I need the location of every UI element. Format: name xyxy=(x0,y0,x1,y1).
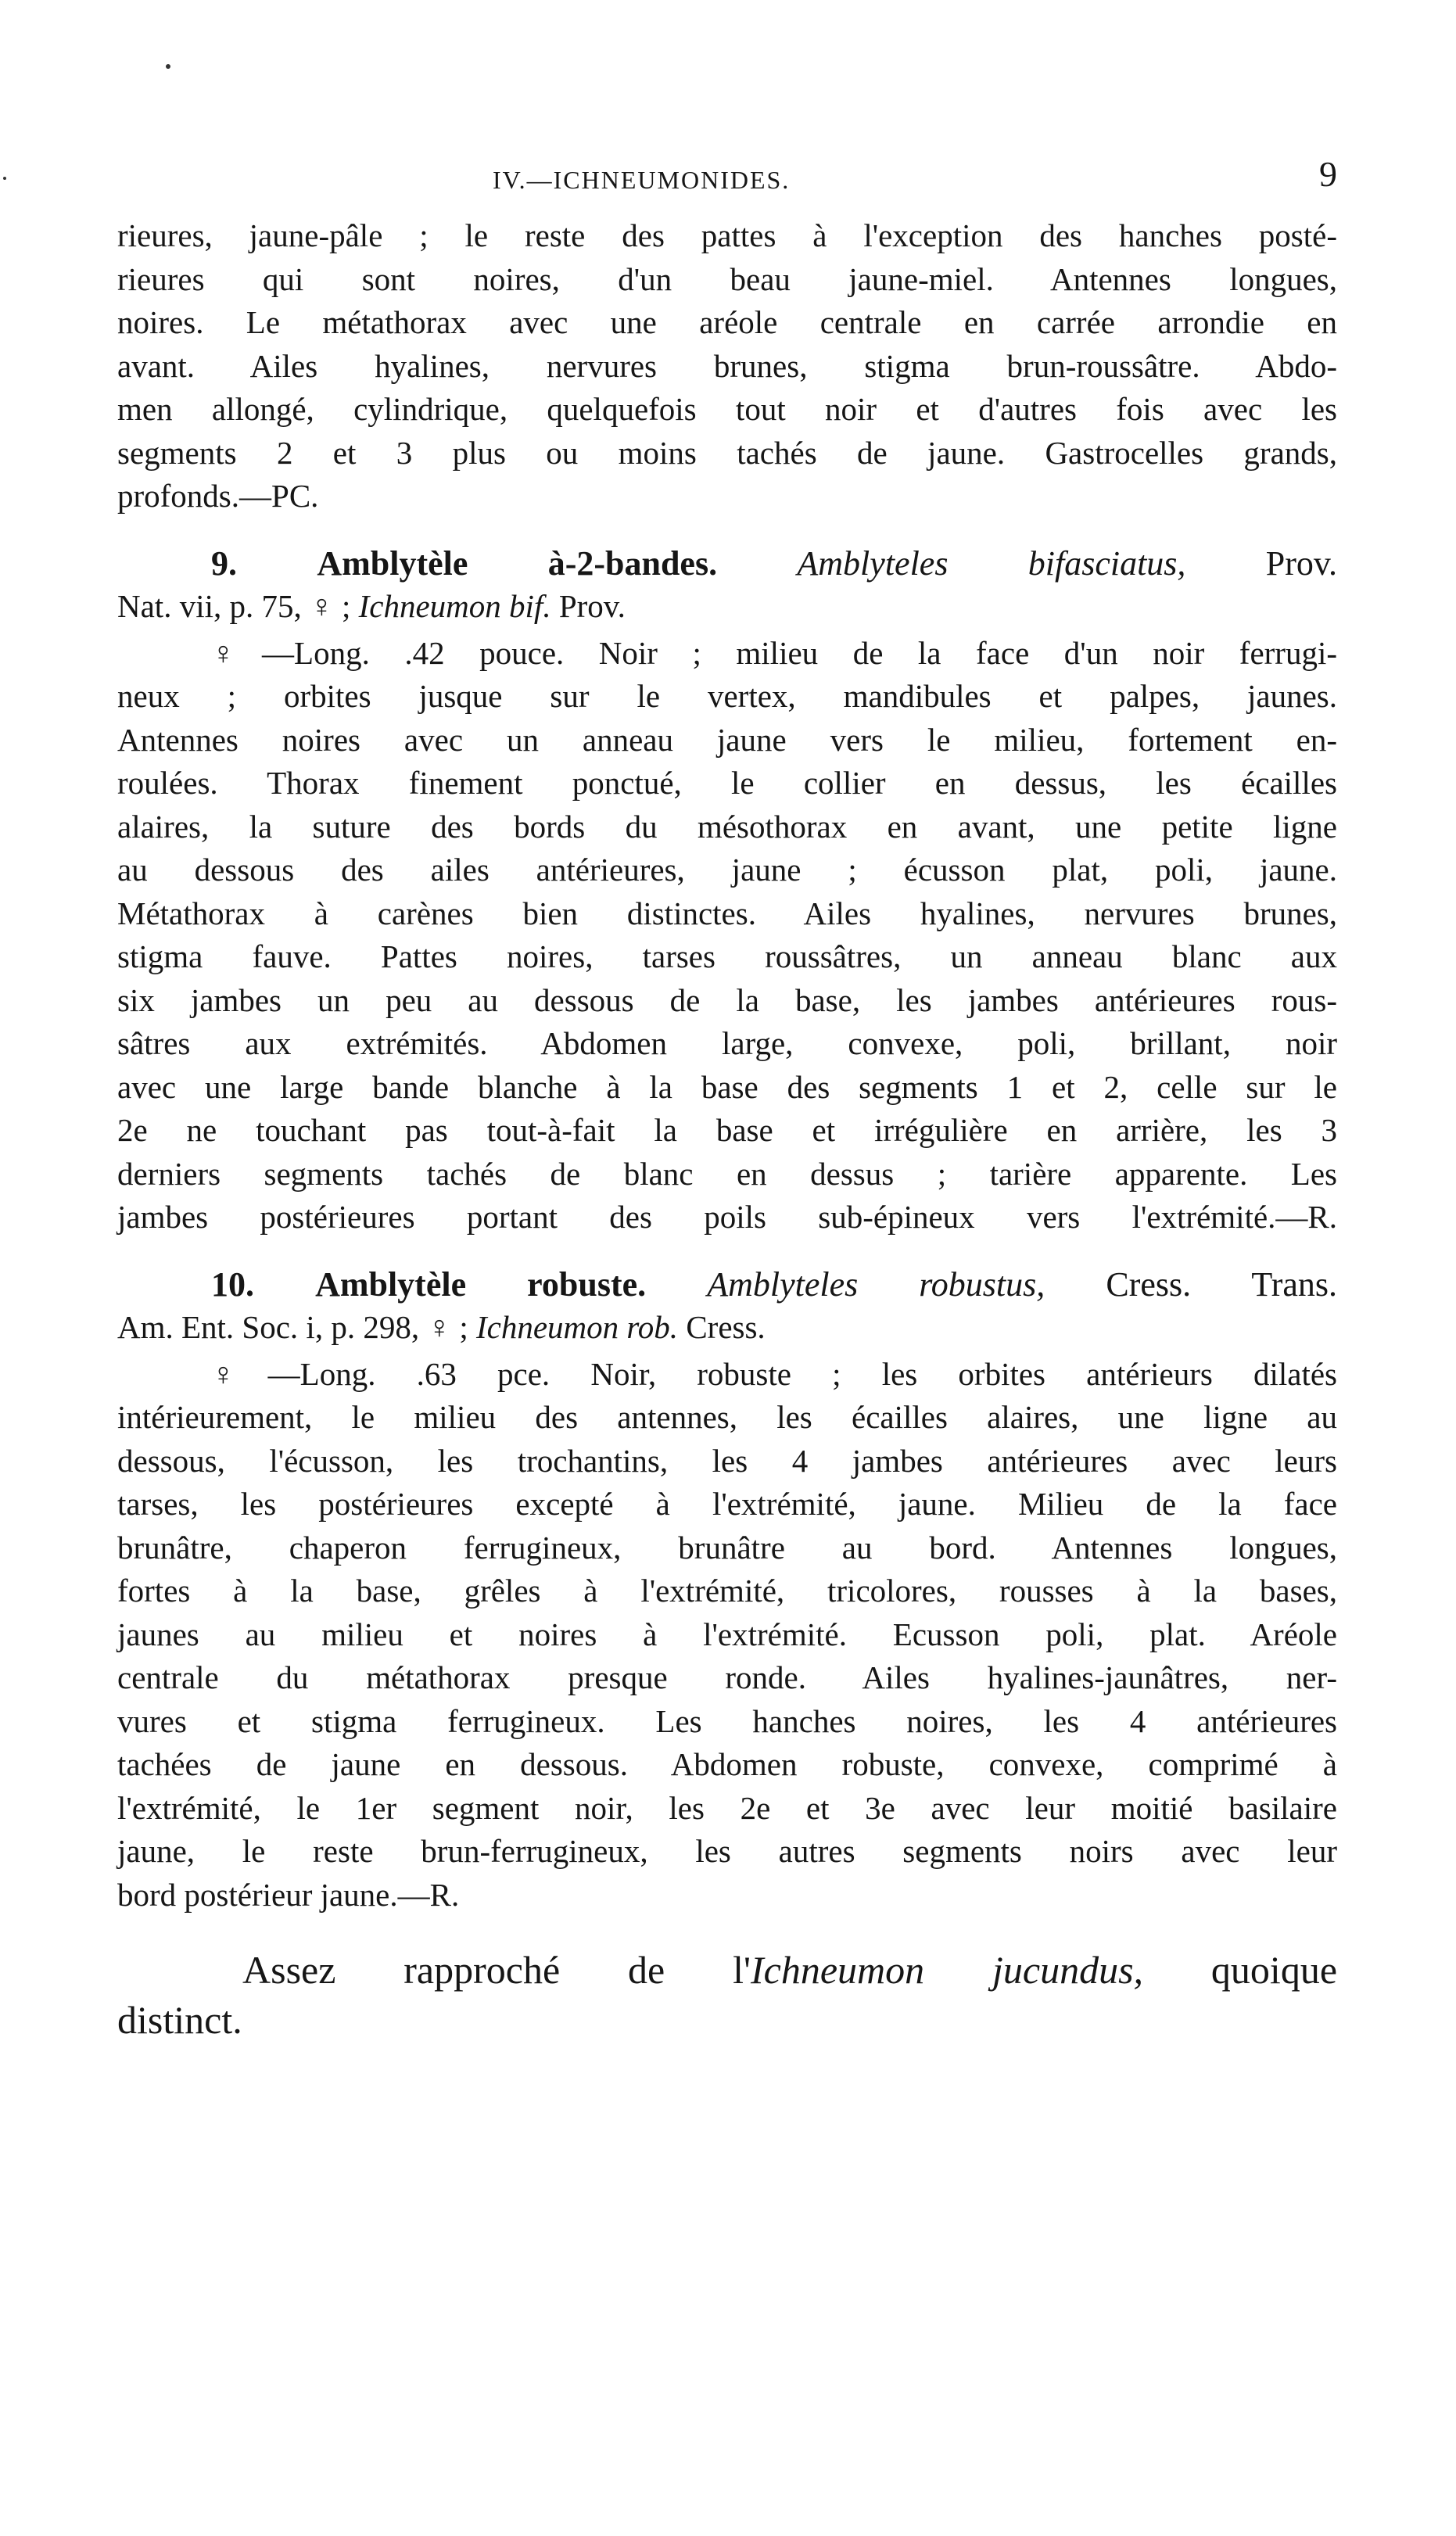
species-entry-10-description xyxy=(117,1353,1337,1917)
text-line: Métathorax à carènes bien distinctes. Ailes hyalines, nervures brunes, xyxy=(117,895,1337,931)
text-line: ♀—Long. .63 pce. Noir, robuste ; les orbites antérieurs dilatés xyxy=(211,1355,1337,1392)
text-line: centrale du métathorax presque ronde. Ailes hyalines-jaunâtres, ner- xyxy=(117,1659,1337,1695)
author-citation: Prov. xyxy=(1265,543,1338,583)
entry-heading-line xyxy=(117,1263,1337,1307)
page-number: 9 xyxy=(1319,154,1337,194)
text-line: men allongé, cylindrique, quelquefois tout noir et d'autres fois avec les xyxy=(117,391,1337,427)
entry-reference-line xyxy=(117,585,1337,629)
text-line: six jambes un peu au dessous de la base, les jambes antérieures rous- xyxy=(117,981,1337,1018)
document-page xyxy=(117,149,1337,2045)
text-line: 2e ne touchant pas tout-à-fait la base et irrégulière en arrière, les 3 xyxy=(117,1112,1337,1148)
text-line: roulées. Thorax finement ponctué, le collier en dessus, les écailles xyxy=(117,765,1337,801)
text-line: tarses, les postérieures excepté à l'extrémité, jaune. Milieu de la face xyxy=(117,1486,1337,1522)
synonym-name: Ichneumon rob. xyxy=(475,1309,679,1345)
synonym-name: Ichneumon bif. xyxy=(358,588,551,624)
common-name: Amblytèle à-2-bandes. xyxy=(317,543,718,583)
closing-remark xyxy=(117,1945,1337,2045)
text-line: jambes postérieures portant des poils sub-épineux vers l'extrémité.—R. xyxy=(117,1199,1337,1235)
text-line: l'extrémité, le 1er segment noir, les 2e et 3e avec leur moitié basilaire xyxy=(117,1789,1337,1826)
synonym-author: Cress. xyxy=(686,1309,766,1345)
synonym-author: Prov. xyxy=(558,588,626,624)
text-line: alaires, la suture des bords du mésothorax en avant, une petite ligne xyxy=(117,808,1337,845)
text-line: noires. Le métathorax avec une aréole centrale en carrée arrondie en xyxy=(117,304,1337,340)
text-line: avec une large bande blanche à la base des segments 1 et 2, celle sur le xyxy=(117,1068,1337,1105)
species-entry-9-heading xyxy=(117,542,1337,629)
page-header xyxy=(117,149,1337,203)
text-line: vures et stigma ferrugineux. Les hanches noires, les 4 antérieures xyxy=(117,1702,1337,1739)
text-line: stigma fauve. Pattes noires, tarses roussâtres, un anneau blanc aux xyxy=(117,938,1337,974)
remark-latin-name: Ichneumon jucundus, xyxy=(750,1948,1144,1992)
text-line: Antennes noires avec un anneau jaune vers le milieu, fortement en- xyxy=(117,721,1337,758)
text-line: segments 2 et 3 plus ou moins tachés de jaune. Gastrocelles grands, xyxy=(117,434,1337,471)
text-line: jaunes au milieu et noires à l'extrémité. Ecusson poli, plat. Aréole xyxy=(117,1616,1337,1652)
text-line: tachées de jaune en dessous. Abdomen robuste, convexe, comprimé à xyxy=(117,1746,1337,1782)
text-line: ♀—Long. .42 pouce. Noir ; milieu de la face d'un noir ferrugi- xyxy=(211,634,1337,671)
text-line: avant. Ailes hyalines, nervures brunes, stigma brun-roussâtre. Abdo- xyxy=(117,347,1337,384)
speck-mark xyxy=(166,64,170,69)
text-line: rieures, jaune-pâle ; le reste des pattes à l'exception des hanches posté- xyxy=(117,217,1337,253)
remark-text-end: quoique xyxy=(1210,1948,1338,1992)
species-entry-9-description xyxy=(117,632,1337,1239)
text-line: intérieurement, le milieu des antennes, les écailles alaires, une ligne au xyxy=(117,1399,1337,1435)
text-line: dessous, l'écusson, les trochantins, les 4 jambes antérieures avec leurs xyxy=(117,1442,1337,1479)
species-entry-10-heading xyxy=(117,1263,1337,1350)
entry-reference-line xyxy=(117,1306,1337,1350)
author-citation: Cress. Trans. xyxy=(1106,1264,1338,1304)
remark-line: distinct. xyxy=(117,1998,242,2042)
text-line: bord postérieur jaune.—R. xyxy=(117,1876,460,1913)
text-line: sâtres aux extrémités. Abdomen large, convexe, poli, brillant, noir xyxy=(117,1025,1337,1061)
reference-text: Nat. vii, p. 75, ♀ ; xyxy=(117,588,351,624)
text-line: au dessous des ailes antérieures, jaune ; écusson plat, poli, jaune. xyxy=(117,852,1337,888)
text-line: brunâtre, chaperon ferrugineux, brunâtre au bord. Antennes longues, xyxy=(117,1529,1337,1566)
entry-heading-line xyxy=(117,542,1337,586)
text-line: profonds.—PC. xyxy=(117,478,319,514)
latin-name: Amblyteles robustus, xyxy=(707,1264,1045,1304)
remark-text: Assez rapproché de l' xyxy=(242,1948,751,1992)
text-line: rieures qui sont noires, d'un beau jaune-miel. Antennes longues, xyxy=(117,260,1337,297)
reference-text: Am. Ent. Soc. i, p. 298, ♀ ; xyxy=(117,1309,468,1345)
latin-name: Amblyteles bifasciatus, xyxy=(797,543,1186,583)
paragraph-continuation xyxy=(117,214,1337,518)
running-head: IV.—ICHNEUMONIDES. xyxy=(493,166,791,194)
entry-number: 9. xyxy=(211,543,237,583)
text-line: jaune, le reste brun-ferrugineux, les autres segments noirs avec leur xyxy=(117,1833,1337,1869)
text-line: neux ; orbites jusque sur le vertex, mandibules et palpes, jaunes. xyxy=(117,678,1337,714)
text-line: fortes à la base, grêles à l'extrémité, tricolores, rousses à la bases, xyxy=(117,1573,1337,1609)
common-name: Amblytèle robuste. xyxy=(315,1264,647,1304)
remark-line xyxy=(117,1945,1337,1995)
text-line: derniers segments tachés de blanc en dessus ; tarière apparente. Les xyxy=(117,1155,1337,1192)
entry-number: 10. xyxy=(211,1264,254,1304)
speck-mark xyxy=(3,177,6,180)
